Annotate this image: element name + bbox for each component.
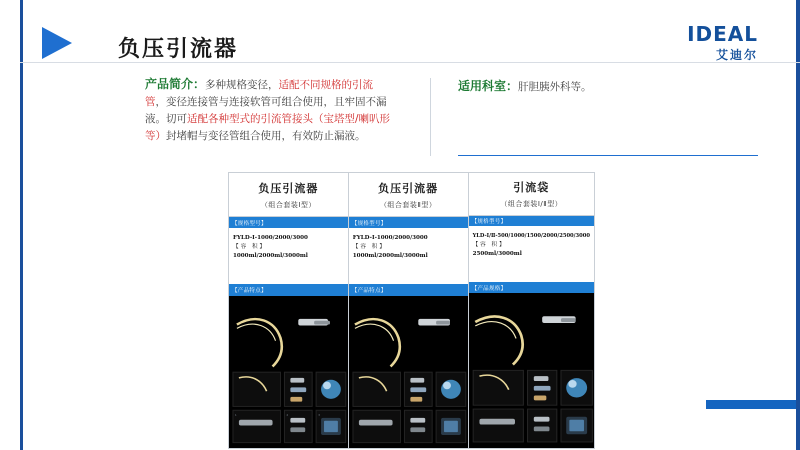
band-feature-2: 【产品特点】 — [349, 284, 468, 295]
spec-line-volume-label-3: 【容 积】 — [472, 242, 507, 249]
band-spec-2: 【规格型号】 — [349, 217, 468, 228]
table-column-2 — [349, 173, 469, 448]
column-title-1: 负压引流器 — [258, 181, 319, 195]
spec-body-1 — [229, 228, 348, 284]
svg-text:2: 2 — [286, 412, 289, 417]
department-block — [458, 78, 592, 96]
spec-line-volume-1: 1000ml/2000ml/3000ml — [233, 253, 308, 260]
header-divider — [20, 62, 800, 63]
column-header-1 — [229, 173, 348, 217]
band-feature-3: 【产品规格】 — [469, 282, 594, 293]
band-feature-1: 【产品特点】 — [229, 284, 348, 295]
column-title-3: 引流袋 — [513, 180, 550, 194]
intro-highlight-2: 适配各种型式的引流管接头（宝塔型/喇叭形等） — [145, 113, 391, 142]
intro-highlight-1: 适配不同规格的引流管 — [145, 79, 374, 108]
column-header-3 — [469, 173, 594, 216]
left-accent-bar — [20, 0, 23, 450]
product-photo-svg-3 — [469, 293, 594, 448]
vertical-divider — [430, 78, 431, 156]
product-intro — [145, 76, 393, 145]
column-subtitle-3: （组合套装Ⅰ/Ⅱ型） — [500, 199, 563, 208]
product-photo-svg-1 — [229, 296, 348, 448]
column-subtitle-2: （组合套装Ⅱ型） — [379, 200, 437, 209]
spec-line-volume-3: 2500ml/3000ml — [472, 251, 522, 258]
spec-line-model-1: FYLD-Ⅰ-1000/2000/3000 — [233, 235, 308, 242]
logo-text-main: IDEAL — [687, 22, 758, 46]
spec-line-model-3: YLD-Ⅰ/Ⅱ-500/1000/1500/2000/2500/3000 — [472, 233, 590, 240]
spec-line-volume-label-2: 【容 积】 — [352, 244, 387, 251]
table-column-3 — [469, 173, 594, 448]
department-underline — [458, 155, 758, 156]
column-subtitle-1: （组合套装Ⅰ型） — [260, 200, 316, 209]
band-spec-3: 【规格型号】 — [469, 216, 594, 227]
spec-body-3 — [469, 226, 594, 282]
logo-text-sub: 艾迪尔 — [715, 48, 758, 62]
svg-text:1: 1 — [234, 412, 237, 417]
spec-body-2 — [349, 228, 468, 284]
intro-text-2: ，变径连接管与连接软管可组合使用，且牢固不漏液。切可 — [145, 96, 387, 125]
product-image-2 — [349, 296, 468, 448]
product-image-3 — [469, 293, 594, 448]
brand-logo — [687, 24, 758, 63]
intro-text-3: 封堵帽与变径管组合使用，有效防止漏液。 — [166, 130, 366, 142]
product-photo-svg-2 — [349, 296, 468, 448]
spec-line-volume-2: 1000ml/2000ml/3000ml — [352, 253, 428, 260]
svg-text:3: 3 — [318, 412, 320, 417]
slide-header — [20, 10, 780, 62]
table-column-1 — [229, 173, 349, 448]
department-value: 肝胆胰外科等。 — [518, 81, 592, 93]
intro-label: 产品简介： — [145, 77, 206, 91]
right-accent-bar — [796, 0, 800, 450]
product-image-1 — [229, 296, 348, 448]
column-title-2: 负压引流器 — [378, 181, 439, 195]
intro-text-1: 多种规格变径， — [205, 79, 279, 91]
department-label: 适用科室： — [458, 79, 519, 93]
page-title: 负压引流器 — [118, 37, 239, 62]
product-table — [228, 172, 595, 449]
play-triangle-icon — [42, 27, 72, 59]
band-spec-1: 【规格型号】 — [229, 217, 348, 228]
column-header-2 — [349, 173, 468, 217]
right-accent-block — [706, 400, 796, 409]
spec-line-model-2: FYLD-Ⅰ-1000/2000/3000 — [352, 235, 428, 242]
spec-line-volume-label-1: 【容 积】 — [233, 244, 268, 251]
